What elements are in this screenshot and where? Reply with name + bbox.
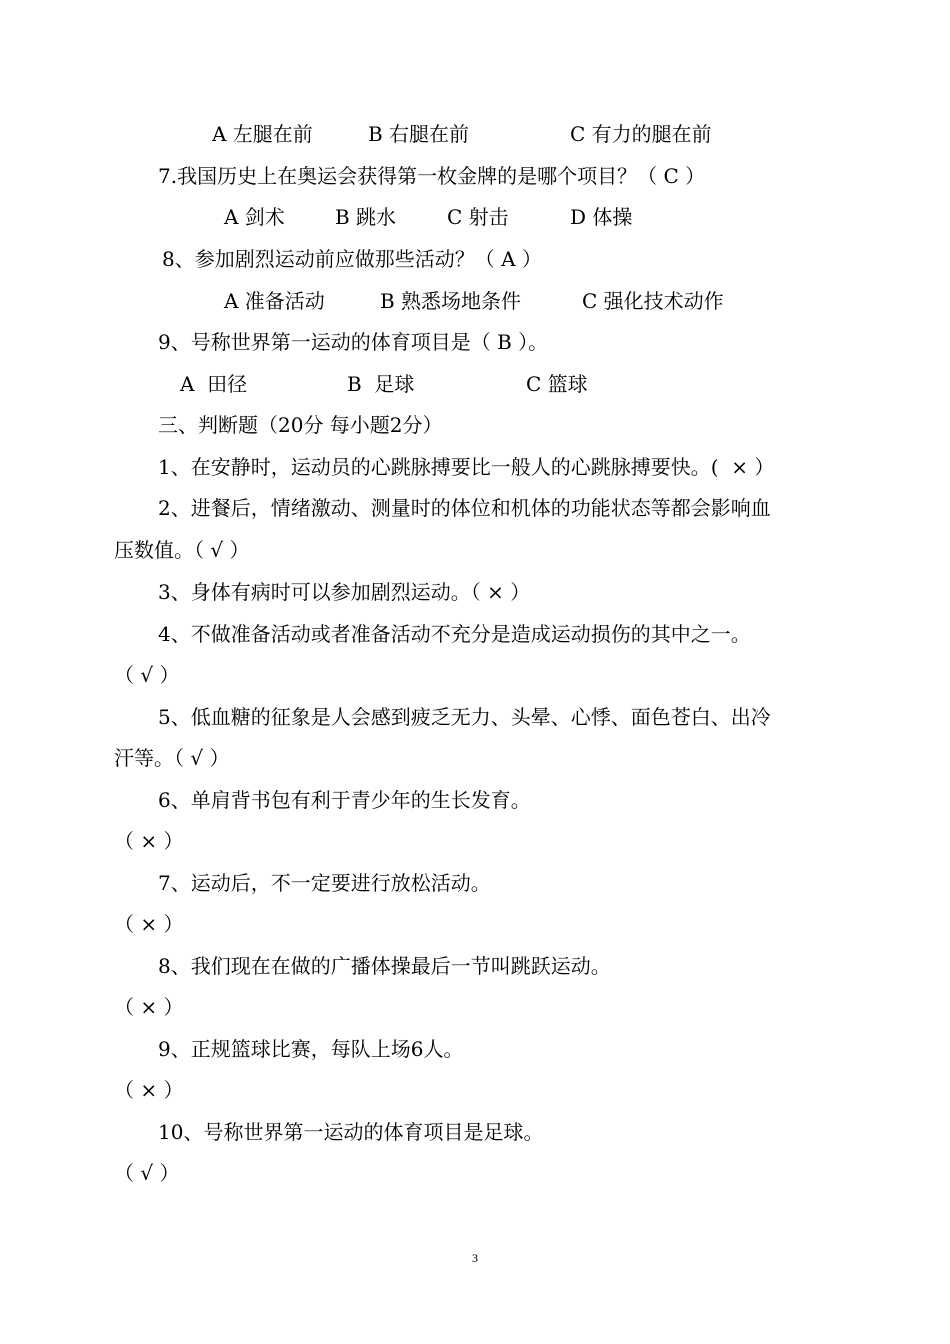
page-number: 3 (472, 1251, 478, 1265)
judgment-8-line-1: 8、我们现在在做的广播体操最后一节叫跳跃运动。 (158, 954, 611, 978)
judgment-6-answer: （ × ） (114, 829, 184, 853)
q7-option-d: D 体操 (570, 205, 633, 229)
q7-option-b: B 跳水 (335, 205, 397, 229)
judgment-7-line-1: 7、运动后，不一定要进行放松活动。 (158, 871, 491, 895)
q8-stem: 8、参加剧烈运动前应做那些活动？（ A ） (162, 247, 542, 271)
judgment-8-answer: （ × ） (114, 995, 184, 1019)
judgment-6-line-1: 6、单肩背书包有利于青少年的生长发育。 (158, 788, 531, 812)
q8-option-c: C 强化技术动作 (582, 289, 724, 313)
judgment-4-line-1: 4、不做准备活动或者准备活动不充分是造成运动损伤的其中之一。 (158, 622, 751, 646)
judgment-2-line-2: 压数值。（ √ ） (114, 538, 250, 562)
q7-option-a: A 剑术 (224, 205, 285, 229)
judgment-4-answer: （ √ ） (114, 663, 180, 687)
judgment-5-line-1: 5、低血糖的征象是人会感到疲乏无力、头晕、心悸、面色苍白、出冷 (158, 705, 771, 729)
q6-option-b: B 右腿在前 (368, 122, 470, 146)
q7-option-c: C 射击 (447, 205, 509, 229)
judgment-9-answer: （ × ） (114, 1078, 184, 1102)
q6-option-c: C 有力的腿在前 (570, 122, 712, 146)
judgment-1: 1、在安静时，运动员的心跳脉搏要比一般人的心跳脉搏要快。( × ） (158, 455, 775, 479)
section-heading: 三、判断题（20分 每小题2分） (158, 413, 443, 437)
judgment-10-line-1: 10、号称世界第一运动的体育项目是足球。 (158, 1120, 544, 1144)
q9-stem: 9、号称世界第一运动的体育项目是（ B ）。 (158, 330, 549, 354)
q6-option-a: A 左腿在前 (212, 122, 313, 146)
q9-option-a: A 田径 (180, 372, 248, 396)
q9-option-c: C 篮球 (526, 372, 588, 396)
q8-option-b: B 熟悉场地条件 (380, 289, 522, 313)
q9-option-b: B 足球 (347, 372, 415, 396)
q8-option-a: A 准备活动 (224, 289, 325, 313)
judgment-2-line-1: 2、进餐后，情绪激动、测量时的体位和机体的功能状态等都会影响血 (158, 496, 771, 520)
judgment-5-line-2: 汗等。（ √ ） (114, 746, 230, 770)
judgment-3: 3、身体有病时可以参加剧烈运动。（ × ） (158, 580, 531, 604)
judgment-10-answer: （ √ ） (114, 1161, 180, 1185)
q7-stem: 7.我国历史上在奥运会获得第一枚金牌的是哪个项目？（ C ） (158, 164, 706, 188)
judgment-9-line-1: 9、正规篮球比赛，每队上场6人。 (158, 1037, 464, 1061)
judgment-7-answer: （ × ） (114, 912, 184, 936)
